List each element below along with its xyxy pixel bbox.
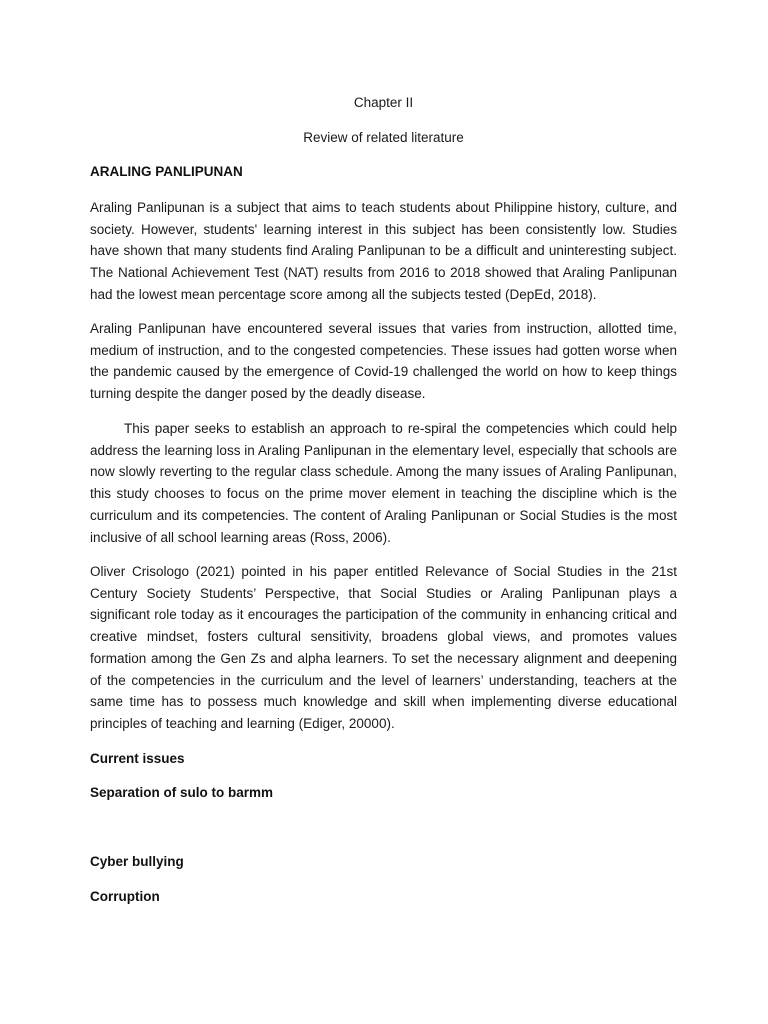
- section-heading: ARALING PANLIPUNAN: [90, 164, 243, 179]
- paragraph-4: Oliver Crisologo (2021) pointed in his paper entitled Relevance of Social Studies in the 21st Century Society Students’ Perspective, that Social Studies or Araling Panlipunan plays a significant role today as it encourages the participation of the community in enhancing critical and creative mindset, fosters cultural sensitivity, broadens global views, and promotes values formation among the Gen Zs and alpha learners. To set the necessary alignment and deepening of the competencies in the curriculum and the level of learners’ understanding, teachers at the same time has to possess much knowledge and skill when implementing diverse educational principles of teaching and learning (Ediger, 20000).: [90, 564, 677, 731]
- subheading-separation: Separation of sulo to barmm: [90, 785, 274, 800]
- paragraph-2: Araling Panlipunan have encountered several issues that varies from instruction, allotted time, medium of instruction, and to the congested competencies. These issues had gotten worse when the pandemic caused by the emergence of Covid-19 challenged the world on how to keep things turning despite the danger posed by the deadly disease.: [90, 321, 677, 402]
- paragraph-3: This paper seeks to establish an approach to re-spiral the competencies which could help address the learning loss in Araling Panlipunan in the elementary level, especially that schools are now slowly reverting to the regular class schedule. Among the many issues of Araling Panlipunan, this study chooses to focus on the prime mover element in teaching the discipline which is the curriculum and its competencies. The content of Araling Panlipunan or Social Studies is the most inclusive of all school learning areas (Ross, 2006).: [90, 421, 677, 545]
- chapter-title: Chapter II: [353, 95, 414, 110]
- subheading-current-issues: Current issues: [90, 751, 185, 766]
- subheading-cyber-bullying: Cyber bullying: [90, 854, 184, 869]
- subheading-corruption: Corruption: [90, 889, 160, 904]
- paragraph-1: Araling Panlipunan is a subject that aims to teach students about Philippine history, culture, and society. However, students' learning interest in this subject has been consistently low. Studies have shown that many students find Araling Panlipunan to be a difficult and uninteresting subject. The National Achievement Test (NAT) results from 2016 to 2018 showed that Araling Panlipunan had the lowest mean percentage score among all the subjects tested (DepEd, 2018).: [90, 200, 677, 302]
- chapter-subtitle: Review of related literature: [303, 130, 464, 145]
